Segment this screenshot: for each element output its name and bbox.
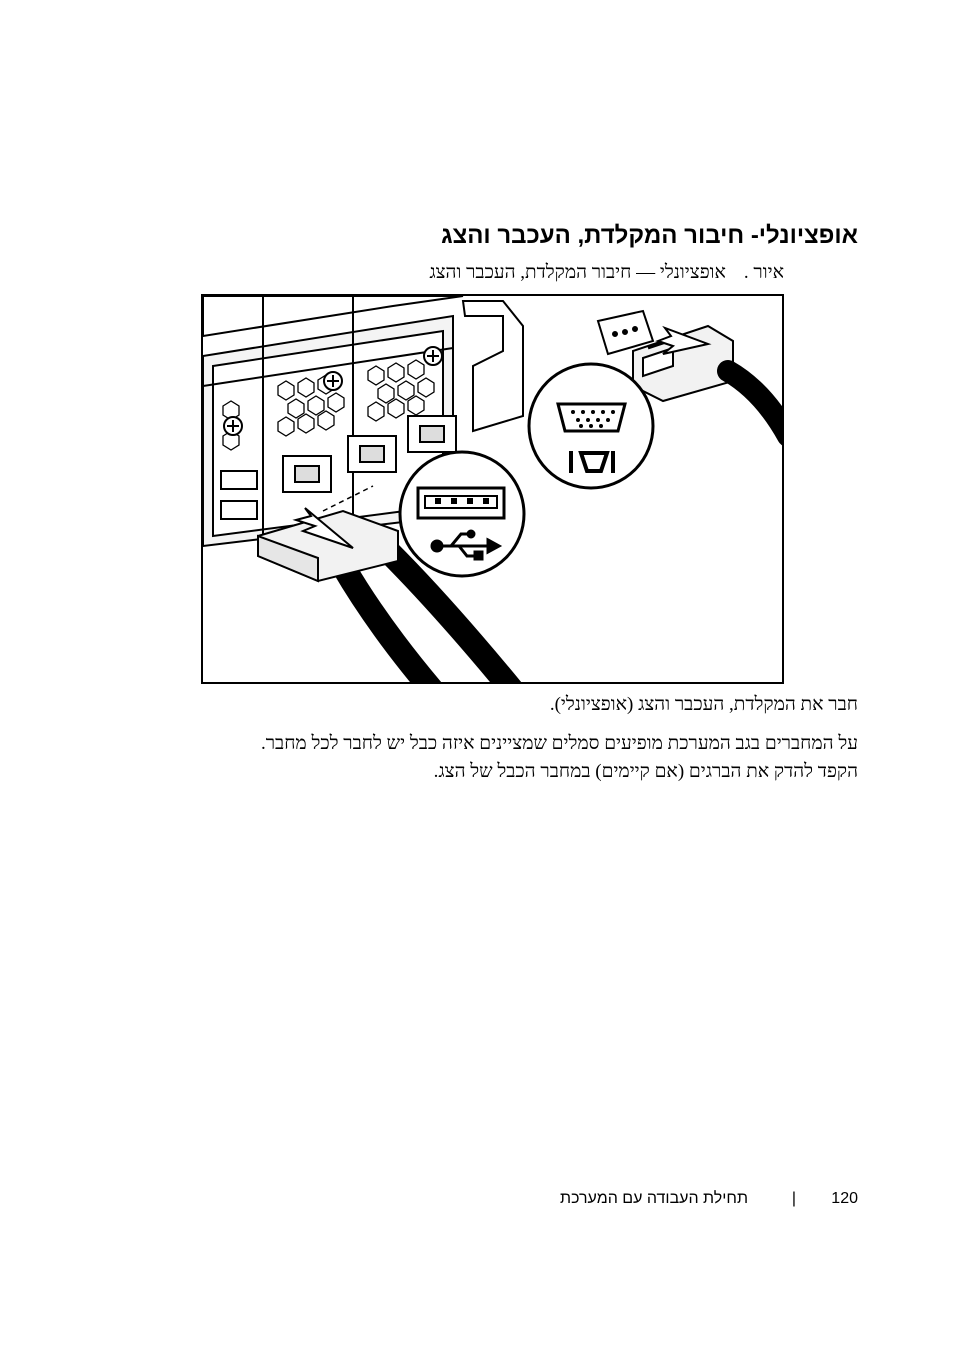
note-paragraph xyxy=(138,730,858,786)
footer-separator: | xyxy=(791,1190,796,1207)
step-instruction: חבר את המקלדת, העכבר והצג (אופציונלי). xyxy=(549,694,858,715)
vga-cable xyxy=(728,371,782,436)
note-line: הקפד להדק את הברגים (אם קיימים) במחבר הכבל של הצג. xyxy=(433,761,858,782)
figure-caption xyxy=(184,262,784,284)
page-number: 120 xyxy=(831,1190,858,1207)
usb-port-icon xyxy=(400,452,524,576)
page-footer xyxy=(358,1190,858,1214)
note-line: על המחברים בגב המערכת מופיעים סמלים שמציינים איזה כבל יש לחבר לכל מחבר. xyxy=(260,733,858,754)
figure-label: איור . xyxy=(743,262,784,283)
figure-caption-text: אופציונלי — חיבור המקלדת, העכבר והצג xyxy=(429,262,726,283)
expansion-bracket xyxy=(463,301,523,431)
vga-port-icon xyxy=(529,364,653,488)
footer-title: תחילת העבודה עם המערכת xyxy=(560,1190,748,1207)
section-heading: אופציונלי- חיבור המקלדת, העכבר והצג xyxy=(441,222,858,249)
connection-illustration xyxy=(201,294,784,684)
